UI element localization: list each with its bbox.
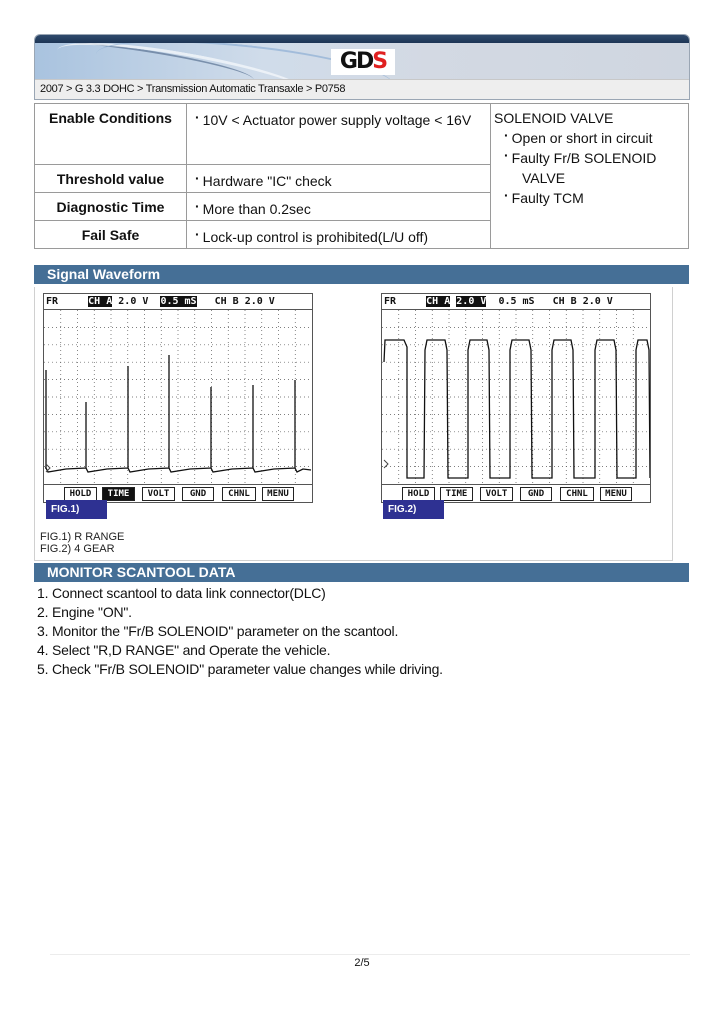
- scope-header: [382, 294, 650, 310]
- row-label: Fail Safe: [35, 221, 187, 249]
- scope-button-chnl: CHNL: [222, 487, 256, 501]
- scope-button-time: TIME: [102, 487, 135, 501]
- scope-chb: CH B 2.0 V: [214, 296, 275, 307]
- monitor-scantool-heading: MONITOR SCANTOOL DATA: [34, 563, 689, 582]
- scope-button-volt: VOLT: [142, 487, 175, 501]
- breadcrumb: 2007 > G 3.3 DOHC > Transmission Automatic Transaxle > P0758: [35, 79, 689, 99]
- figure-captions: [40, 531, 124, 555]
- table-row: [35, 104, 689, 165]
- footer-divider: [50, 954, 690, 955]
- threshold-value: Hardware "IC" check: [202, 173, 332, 189]
- scope-cha: CH A: [426, 296, 451, 307]
- fail-safe-value: Lock-up control is prohibited(L/U off): [202, 229, 429, 245]
- scope-header: [44, 294, 312, 310]
- oscilloscope-fig1: [43, 293, 313, 503]
- cause-text-cont: VALVE: [522, 170, 566, 186]
- scope-button-menu: MENU: [262, 487, 294, 501]
- monitor-steps: [37, 584, 443, 679]
- scope-button-menu: MENU: [600, 487, 632, 501]
- row-label: Diagnostic Time: [35, 193, 187, 221]
- diagnostic-info-table: [34, 103, 689, 249]
- row-value: [187, 165, 491, 193]
- cause-item: [494, 128, 688, 148]
- document-header: [34, 34, 690, 100]
- cause-text: Faulty Fr/B SOLENOID: [511, 150, 657, 166]
- step-item: 3. Monitor the "Fr/B SOLENOID" parameter on the scantool.: [37, 623, 399, 639]
- scope-button-gnd: GND: [182, 487, 214, 501]
- step-item: 5. Check "Fr/B SOLENOID" parameter value changes while driving.: [37, 661, 443, 677]
- caption: FIG.2) 4 GEAR: [40, 543, 115, 555]
- fig-tag: FIG.2): [383, 500, 444, 519]
- row-label: Threshold value: [35, 165, 187, 193]
- cause-item: [494, 188, 688, 208]
- row-value: [187, 193, 491, 221]
- scope-screen: [382, 310, 650, 484]
- scope-button-volt: VOLT: [480, 487, 513, 501]
- cause-text: Open or short in circuit: [511, 130, 653, 146]
- scope-button-hold: HOLD: [402, 487, 435, 501]
- waveform-trace: [384, 340, 650, 478]
- scope-cha: CH A: [88, 296, 113, 307]
- header-banner: [35, 43, 689, 79]
- logo-letter-d: D: [355, 49, 373, 74]
- scope-chb: CH B 2.0 V: [552, 296, 613, 307]
- scope-time: 0.5 mS: [498, 296, 535, 307]
- scope-button-gnd: GND: [520, 487, 552, 501]
- scope-cha-volt: 2.0 V: [456, 296, 487, 307]
- logo-letter-s: S: [372, 49, 387, 74]
- diagnostic-time-value: More than 0.2sec: [202, 201, 311, 217]
- oscilloscope-fig2: [381, 293, 651, 503]
- scope-button-time: TIME: [440, 487, 473, 501]
- step-item: 1. Connect scantool to data link connector(DLC): [37, 585, 326, 601]
- causes-title: SOLENOID VALVE: [494, 110, 614, 126]
- caption: FIG.1) R RANGE: [40, 531, 125, 543]
- logo-letter-g: G: [339, 49, 356, 74]
- row-value: [187, 221, 491, 249]
- cause-text: Faulty TCM: [511, 190, 584, 206]
- page-number: 2/5: [354, 957, 370, 969]
- possible-causes: [491, 104, 689, 249]
- scope-cha-volt: 2.0 V: [118, 296, 149, 307]
- cause-item: [494, 148, 688, 188]
- scope-time: 0.5 mS: [160, 296, 197, 307]
- fig-tag: FIG.1): [46, 500, 107, 519]
- scope-button-chnl: CHNL: [560, 487, 594, 501]
- step-item: 2. Engine "ON".: [37, 604, 132, 620]
- scope-fr: FR: [46, 296, 59, 307]
- gds-logo: [331, 49, 395, 75]
- signal-waveform-heading: Signal Waveform: [34, 265, 689, 284]
- row-value: [187, 104, 491, 165]
- scope-screen: [44, 310, 312, 484]
- step-item: 4. Select "R,D RANGE" and Operate the vehicle.: [37, 642, 331, 658]
- header-top-bar: [35, 35, 689, 43]
- row-label: Enable Conditions: [35, 104, 187, 165]
- enable-conditions-value: 10V < Actuator power supply voltage < 16V: [202, 112, 472, 128]
- scope-button-hold: HOLD: [64, 487, 97, 501]
- scope-fr: FR: [384, 296, 397, 307]
